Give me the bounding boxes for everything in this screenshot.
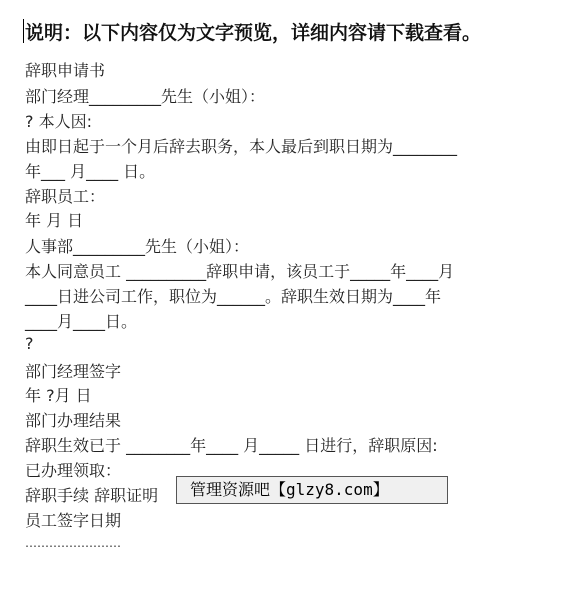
doc-line: 部门经理签字 <box>25 362 122 381</box>
doc-line: 员工签字日期 <box>25 511 122 530</box>
doc-line: 人事部_________先生（小姐）： <box>25 237 250 256</box>
doc-line: 辞职手续 辞职证明 <box>25 486 159 505</box>
doc-line: 年___ 月____ 日。 <box>25 162 156 181</box>
doc-title: 辞职申请书 <box>25 61 106 80</box>
doc-line: 部门经理_________先生（小姐）： <box>25 87 266 106</box>
text-cursor <box>23 19 24 43</box>
doc-line: 部门办理结果 <box>25 411 122 430</box>
doc-line: ____日进公司工作，职位为______。辞职生效日期为____年 <box>25 287 442 306</box>
preview-notice: 说明：以下内容仅为文字预览，详细内容请下载查看。 <box>25 22 482 44</box>
doc-line: 由即日起于一个月后辞去职务，本人最后到职日期为________ <box>25 137 458 156</box>
doc-line: 辞职员工： <box>25 187 106 206</box>
doc-line: 本人同意员工 __________辞职申请，该员工于_____年____月 <box>25 262 455 281</box>
doc-line: ? <box>25 334 34 353</box>
doc-line: 辞职生效已于 ________年____ 月_____ 日进行，辞职原因: <box>25 436 438 455</box>
doc-line: 年 ?月 日 <box>25 386 92 405</box>
doc-line: ____月____日。 <box>25 312 138 331</box>
doc-line: ? 本人因: <box>25 112 92 131</box>
watermark-banner: 管理资源吧【glzy8.com】 <box>176 476 448 504</box>
ellipsis-dots: …………………… <box>25 536 121 550</box>
doc-line: 年 月 日 <box>25 211 84 230</box>
doc-line: 已办理领取： <box>25 461 122 480</box>
